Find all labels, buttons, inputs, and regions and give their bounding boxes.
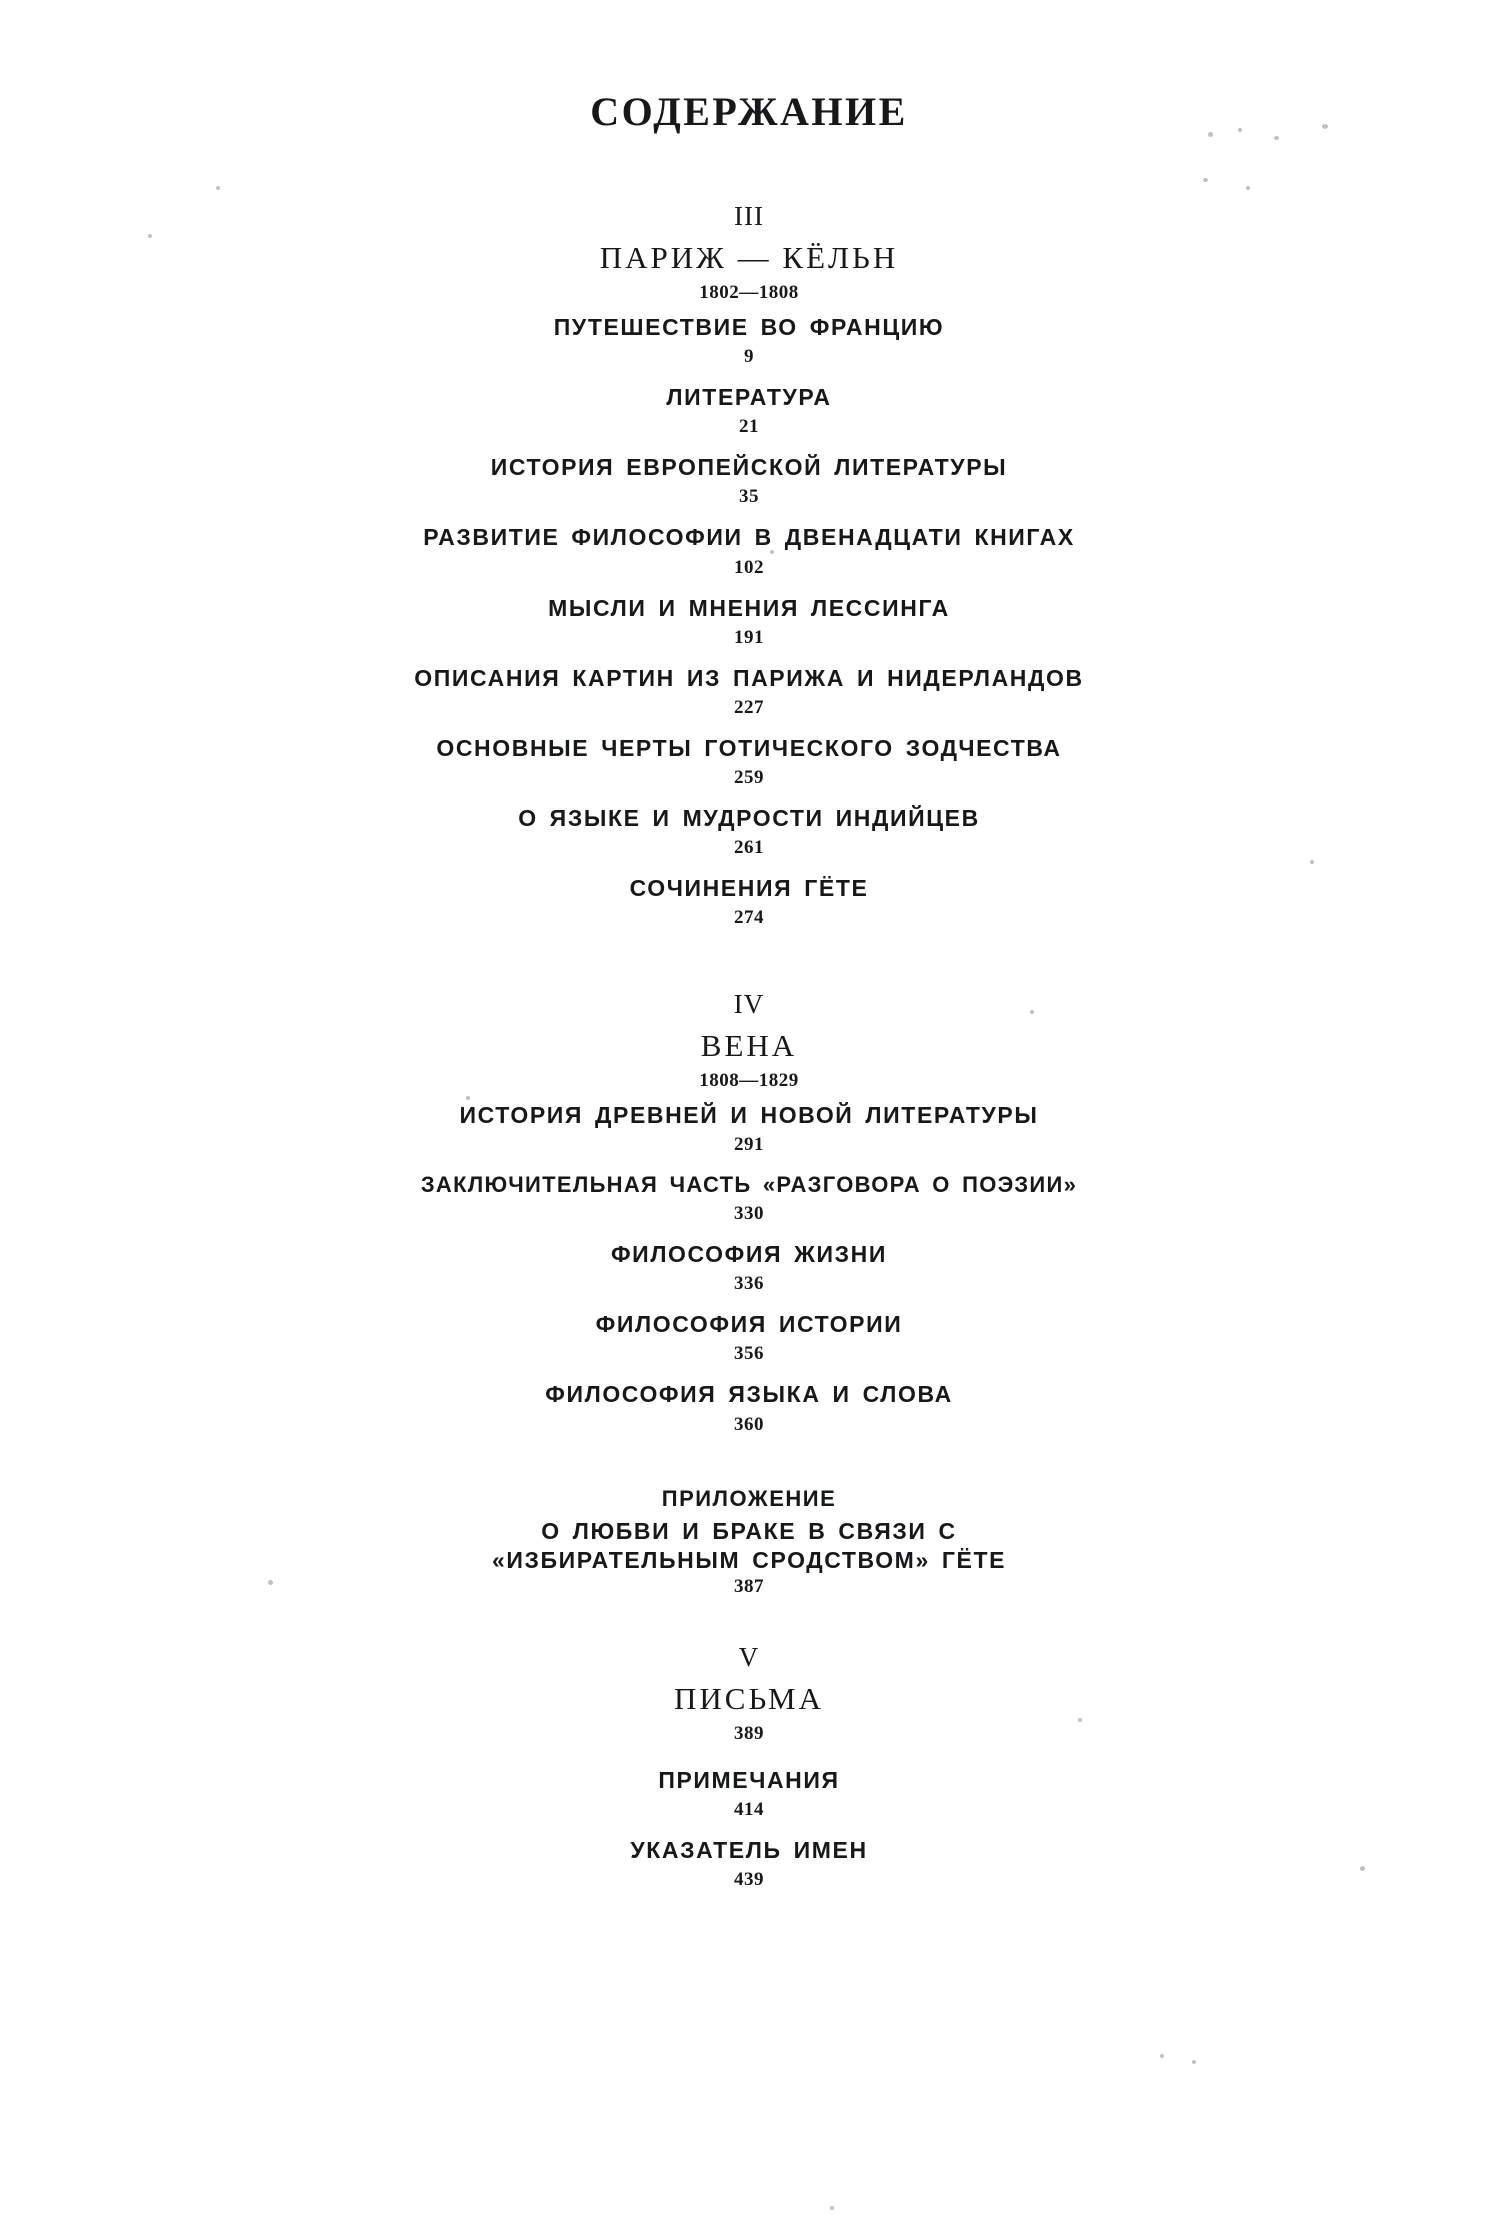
toc-entry-page: 360 xyxy=(734,1413,764,1435)
page-title: СОДЕРЖАНИЕ xyxy=(590,89,908,134)
table-of-contents xyxy=(239,88,1259,1907)
toc-entry-page: 227 xyxy=(734,696,764,718)
section-spacer xyxy=(239,945,1259,989)
appendix-title-line-2: «ИЗБИРАТЕЛЬНЫМ СРОДСТВОМ» ГЁТЕ xyxy=(491,1546,1007,1573)
section-spacer xyxy=(239,1598,1259,1642)
toc-entry-page: 439 xyxy=(734,1869,764,1891)
toc-entry-title: ИСТОРИЯ ДРЕВНЕЙ И НОВОЙ ЛИТЕРАТУРЫ xyxy=(459,1102,1039,1129)
toc-entry-title: УКАЗАТЕЛЬ ИМЕН xyxy=(630,1836,868,1863)
toc-entry-title: ИСТОРИЯ ЕВРОПЕЙСКОЙ ЛИТЕРАТУРЫ xyxy=(490,454,1008,481)
scan-speck xyxy=(216,186,220,190)
toc-entry[interactable] xyxy=(239,1381,1259,1435)
toc-entry-page: 414 xyxy=(734,1798,764,1820)
toc-entry-title: ФИЛОСОФИЯ ЯЗЫКА И СЛОВА xyxy=(545,1381,953,1408)
toc-entry[interactable] xyxy=(239,665,1259,719)
toc-entry-title: ОПИСАНИЯ КАРТИН ИЗ ПАРИЖА И НИДЕРЛАНДОВ xyxy=(414,664,1084,691)
section-v xyxy=(239,1642,1259,1891)
section-city: ПАРИЖ — КЁЛЬН xyxy=(599,240,899,275)
toc-entry[interactable] xyxy=(239,595,1259,649)
section-number: IV xyxy=(733,989,765,1020)
toc-entry-title: О ЯЗЫКЕ И МУДРОСТИ ИНДИЙЦЕВ xyxy=(518,804,980,831)
appendix-heading: ПРИЛОЖЕНИЕ xyxy=(661,1485,837,1511)
toc-entry-page: 330 xyxy=(734,1203,764,1225)
toc-entry-page: 9 xyxy=(744,346,754,368)
toc-entry-page: 191 xyxy=(734,626,764,648)
section-years: 1808—1829 xyxy=(699,1070,799,1092)
appendix-title-line-1: О ЛЮБВИ И БРАКЕ В СВЯЗИ С xyxy=(541,1517,957,1544)
scan-speck xyxy=(1274,136,1279,140)
toc-entry-title: РАЗВИТИЕ ФИЛОСОФИИ В ДВЕНАДЦАТИ КНИГАХ xyxy=(423,524,1075,551)
toc-entry[interactable] xyxy=(239,1767,1259,1821)
toc-entry-title: ПУТЕШЕСТВИЕ ВО ФРАНЦИЮ xyxy=(553,314,945,340)
toc-entry[interactable] xyxy=(239,1241,1259,1295)
section-city: ВЕНА xyxy=(700,1028,798,1064)
scan-speck xyxy=(1192,2060,1196,2064)
scan-speck xyxy=(148,234,152,238)
appendix-block[interactable] xyxy=(239,1486,1259,1598)
section-iv xyxy=(239,989,1259,1435)
toc-entry-page: 274 xyxy=(734,907,764,929)
toc-entry-page: 356 xyxy=(734,1343,764,1365)
toc-entry[interactable] xyxy=(239,524,1259,578)
toc-entry[interactable] xyxy=(239,735,1259,789)
toc-entry[interactable] xyxy=(239,1311,1259,1365)
toc-entry[interactable] xyxy=(239,454,1259,508)
toc-entry[interactable] xyxy=(239,1102,1259,1156)
toc-entry[interactable] xyxy=(239,1172,1259,1225)
toc-entry-title: ЗАКЛЮЧИТЕЛЬНАЯ ЧАСТЬ «РАЗГОВОРА О ПОЭЗИИ» xyxy=(420,1172,1078,1198)
scan-speck xyxy=(1310,860,1314,864)
appendix-page: 387 xyxy=(734,1575,764,1597)
toc-entry-page: 259 xyxy=(734,766,764,788)
toc-entry-title: ЛИТЕРАТУРА xyxy=(666,384,832,411)
section-title: ПИСЬМА xyxy=(674,1680,824,1716)
section-page: 389 xyxy=(734,1722,764,1744)
toc-entry[interactable] xyxy=(239,875,1259,929)
toc-entry-page: 102 xyxy=(734,556,764,578)
toc-entry[interactable] xyxy=(239,314,1259,368)
toc-entry-page: 261 xyxy=(734,837,764,858)
toc-entry[interactable] xyxy=(239,805,1259,859)
toc-entry-title: ФИЛОСОФИЯ ИСТОРИИ xyxy=(595,1311,903,1338)
toc-entry-title: МЫСЛИ И МНЕНИЯ ЛЕССИНГА xyxy=(548,594,950,621)
scan-speck xyxy=(830,2206,834,2210)
section-spacer xyxy=(239,1452,1259,1486)
toc-entry-title: ОСНОВНЫЕ ЧЕРТЫ ГОТИЧЕСКОГО ЗОДЧЕСТВА xyxy=(436,734,1062,761)
scan-speck xyxy=(1160,2054,1164,2058)
section-number: V xyxy=(738,1641,760,1672)
scan-speck xyxy=(1322,124,1328,129)
toc-entry-title: ПРИМЕЧАНИЯ xyxy=(658,1766,840,1793)
toc-entry-page: 21 xyxy=(739,416,759,438)
toc-entry[interactable] xyxy=(239,384,1259,438)
toc-entry-title: ФИЛОСОФИЯ ЖИЗНИ xyxy=(610,1241,888,1268)
section-iii xyxy=(239,201,1259,929)
toc-entry-page: 291 xyxy=(734,1134,764,1156)
toc-entry-page: 336 xyxy=(734,1273,764,1295)
scan-speck xyxy=(1360,1866,1365,1871)
section-years: 1802—1808 xyxy=(699,282,799,303)
toc-entry-page: 35 xyxy=(739,486,759,508)
section-number: III xyxy=(734,201,764,231)
toc-entry-title: СОЧИНЕНИЯ ГЁТЕ xyxy=(629,875,869,901)
toc-entry[interactable] xyxy=(239,1837,1259,1891)
